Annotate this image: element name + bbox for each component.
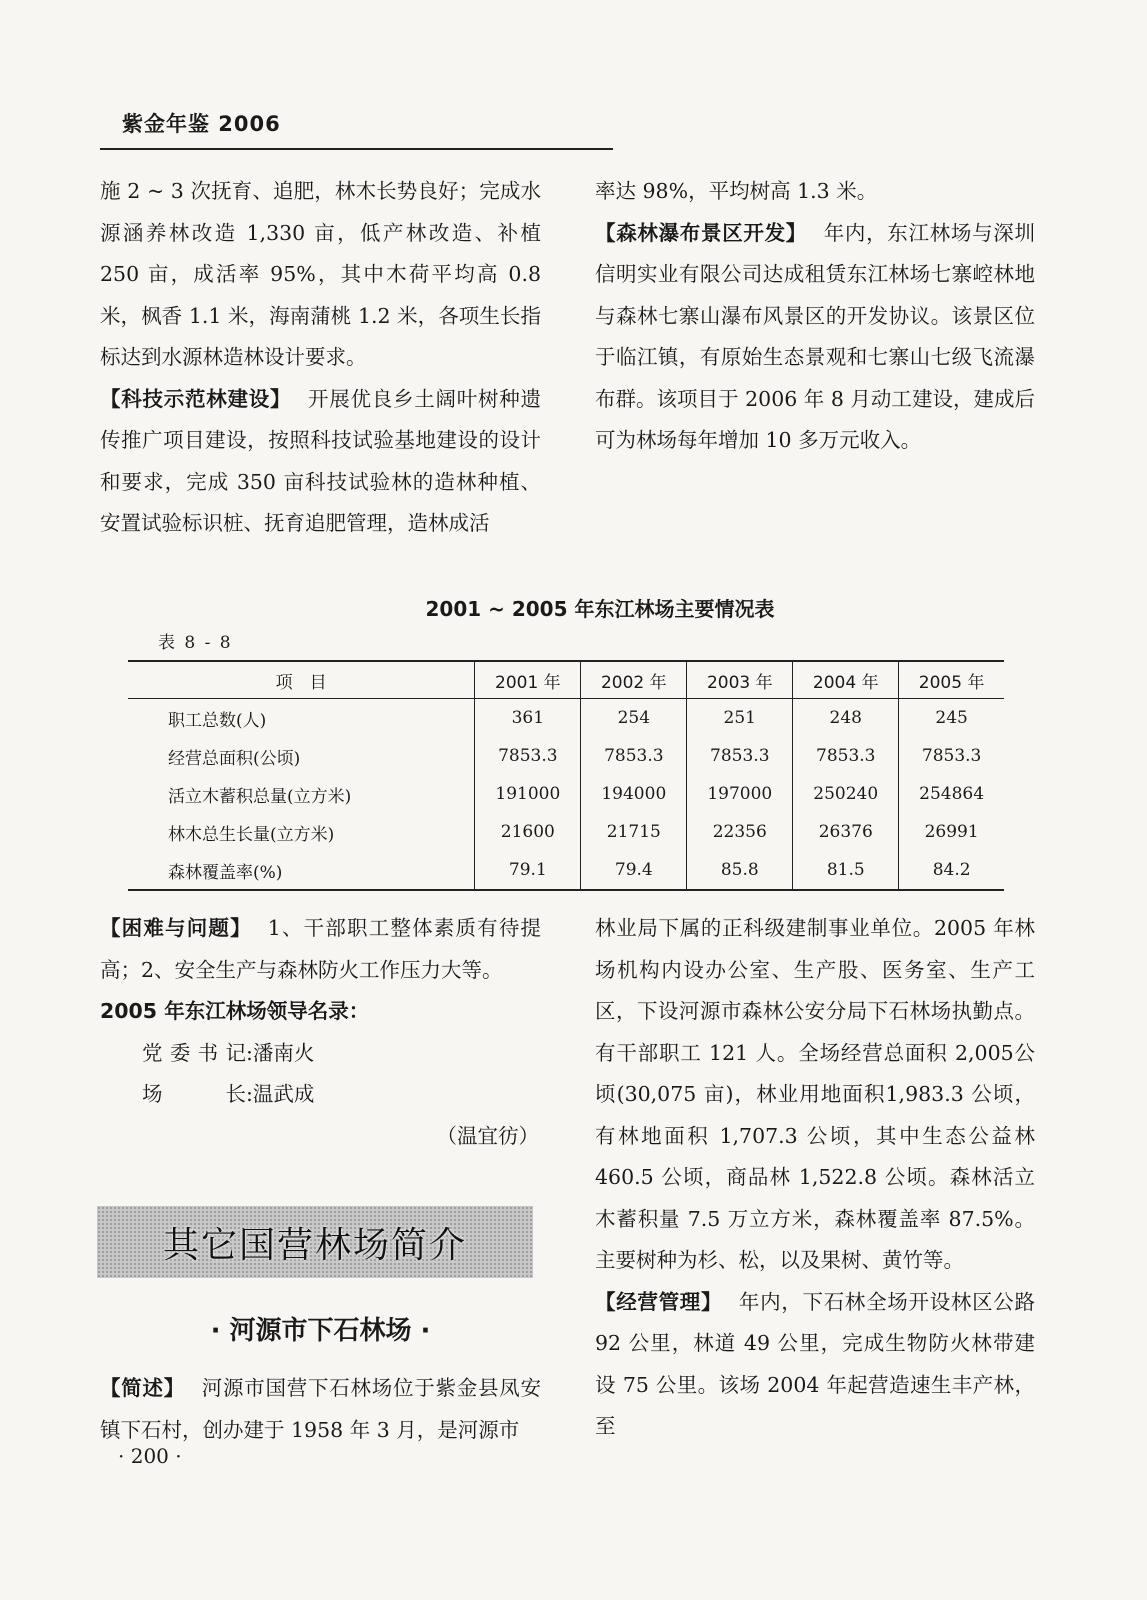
table-cell: 7853.3 [899, 737, 1004, 775]
table-cell: 7853.3 [475, 737, 581, 775]
table-cell: 245 [899, 699, 1004, 738]
column-header: 2004 年 [793, 661, 899, 699]
leader-role: 场长 [142, 1082, 246, 1106]
table-cell: 7853.3 [793, 737, 899, 775]
table-row [128, 699, 1004, 738]
paragraph [100, 908, 541, 991]
table-row [128, 813, 1004, 851]
paragraph-text: 河源市国营下石林场位于紫金县凤安镇下石村，创办建于 1958 年 3 月，是河源市 [100, 1376, 541, 1442]
table-cell: 林木总生长量(立方米) [168, 824, 335, 845]
table-cell: 26991 [899, 813, 1004, 851]
section-tag: 【科技示范林建设】 [100, 386, 292, 411]
section-tag: 【困难与问题】 [100, 916, 252, 940]
column-header: 2001 年 [475, 661, 581, 699]
section-tag: 【森林瀑布景区开发】 [595, 220, 807, 245]
page-number: · 200 · [118, 1444, 182, 1468]
column-right-top [595, 171, 1035, 462]
table-cell: 84.2 [899, 851, 1004, 890]
paragraph [100, 379, 541, 545]
column-left-bottom [100, 1368, 541, 1451]
table-cell: 活立木蓄积总量(立方米) [168, 786, 352, 807]
section-tag: 【简述】 [100, 1376, 185, 1400]
table-cell: 森林覆盖率(%) [168, 862, 283, 883]
table-cell: 81.5 [793, 851, 899, 890]
table-cell: 194000 [581, 775, 687, 813]
table-cell: 职工总数(人) [168, 710, 267, 731]
table-cell: 22356 [687, 813, 793, 851]
paragraph [100, 1368, 541, 1451]
table-cell: 254 [581, 699, 687, 738]
table-row [128, 737, 1004, 775]
section-banner-title: 其它国营林场简介 [162, 1224, 467, 1266]
column-left-top [100, 171, 541, 545]
section-banner [97, 1206, 533, 1278]
table-cell: 85.8 [687, 851, 793, 890]
leader-entry: 党委书记:潘南火 [100, 1033, 541, 1075]
leader-name: 潘南火 [252, 1040, 315, 1065]
table-cell: 7853.3 [581, 737, 687, 775]
table-cell: 361 [475, 699, 581, 738]
table-cell: 21715 [581, 813, 687, 851]
paragraph: 林业局下属的正科级建制事业单位。2005 年林场机构内设办公室、生产股、医务室、生产工区，下设河源市森林公安分局下石林场执勤点。有干部职工 121 人。全场经营总面积 2,005公顷(30,075 亩)，林业用地面积1,983.3 公顷，有林地面积 1,707.3 公顷，其中生态公益林 460.5 公顷，商品林 1,522.8 公顷。森林活立木蓄积量 7.5 万立方米，森林覆盖率 87.5%。主要树种为杉、松，以及果树、黄竹等。 [595, 916, 1035, 1272]
paragraph: 率达 98%，平均树高 1.3 米。 [595, 179, 878, 203]
table-row [128, 775, 1004, 813]
paragraph [595, 213, 1035, 462]
subsection-title: · 河源市下石林场 · [210, 1316, 431, 1346]
table-cell: 250240 [793, 775, 899, 813]
table-cell: 254864 [899, 775, 1004, 813]
table-cell: 26376 [793, 813, 899, 851]
table-cell: 7853.3 [687, 737, 793, 775]
table-cell: 经营总面积(公顷) [168, 748, 301, 769]
leader-entry: 场长:温武成 [100, 1074, 541, 1116]
table-cell: 79.4 [581, 851, 687, 890]
paragraph: 施 2 ~ 3 次抚育、追肥，林木长势良好；完成水源涵养林改造 1,330 亩，低产林改造、补植 250 亩，成活率 95%，其中木荷平均高 0.8 米，枫香 1.1 米，海南蒲桃 1.2 米，各项生长指标达到水源林造林设计要求。 [100, 179, 541, 369]
leader-name: 温武成 [252, 1082, 315, 1106]
table-cell: 21600 [475, 813, 581, 851]
section-tag: 【经营管理】 [595, 1289, 723, 1314]
leaders-title: 2005 年东江林场领导名录： [100, 999, 370, 1023]
author-credit: （温宜彷） [436, 1123, 539, 1148]
table-label: 表 8 - 8 [158, 633, 233, 653]
table-row [128, 851, 1004, 890]
stats-table [128, 660, 1004, 891]
column-header: 2005 年 [899, 661, 1004, 699]
column-header: 项 目 [275, 672, 327, 693]
paragraph-text: 开展优良乡土阔叶树种遗传推广项目建设，按照科技试验基地建设的设计和要求，完成 350 亩科技试验林的造林种植、安置试验标识桩、抚育追肥管理，造林成活 [100, 386, 541, 535]
column-right-bottom [595, 908, 1035, 1448]
column-header: 2002 年 [581, 661, 687, 699]
table-cell: 251 [687, 699, 793, 738]
table-cell: 191000 [475, 775, 581, 813]
paragraph-text: 年内，东江林场与深圳信明实业有限公司达成租赁东江林场七寨崆林地与森林七寨山瀑布风景区的开发协议。该景区位于临江镇，有原始生态景观和七寨山七级飞流瀑布群。该项目于 2006 年 8 月动工建设，建成后可为林场每年增加 10 多万元收入。 [595, 220, 1035, 452]
table-cell: 248 [793, 699, 899, 738]
table-title: 2001 ~ 2005 年东江林场主要情况表 [425, 597, 775, 621]
header-rule [100, 148, 613, 150]
table-cell: 79.1 [475, 851, 581, 890]
table-header-row [128, 661, 1004, 699]
running-header: 紫金年鉴 2006 [122, 112, 281, 136]
leader-role: 党委书记 [142, 1040, 246, 1065]
paragraph-text: 1、干部职工整体素质有待提高；2、安全生产与森林防火工作压力大等。 [100, 916, 542, 982]
column-left-middle [100, 908, 541, 1157]
paragraph-text: 年内，下石林全场开设林区公路 92 公里，林道 49 公里，完成生物防火林带建设 75 公里。该场 2004 年起营造速生丰产林，至 [595, 1289, 1036, 1438]
table-cell: 197000 [687, 775, 793, 813]
paragraph [595, 1282, 1035, 1448]
column-header: 2003 年 [687, 661, 793, 699]
